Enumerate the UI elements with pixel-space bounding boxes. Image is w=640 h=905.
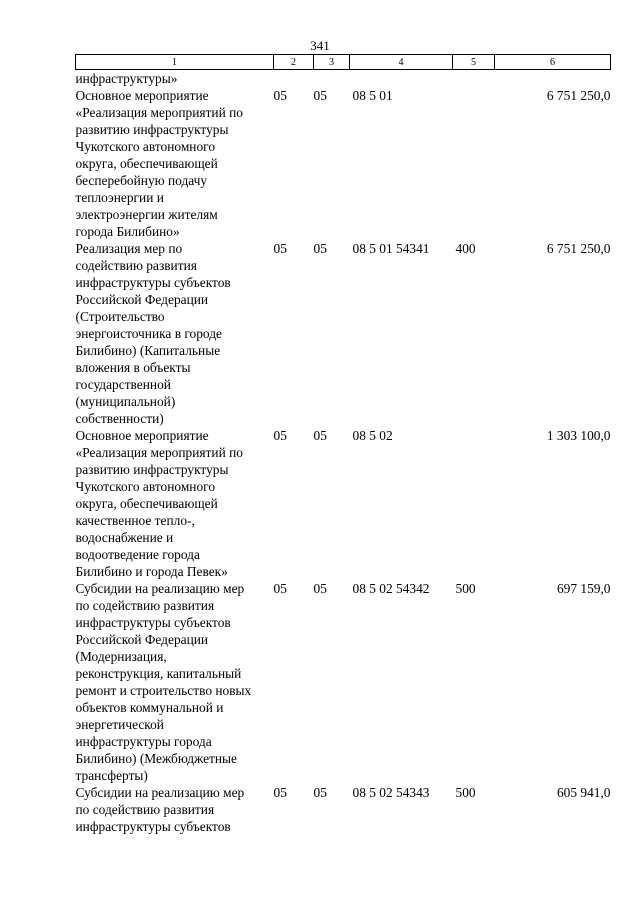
- row-name-line: трансферты): [75, 768, 148, 783]
- row-name-line: округа, обеспечивающей: [75, 496, 218, 511]
- row-name-line: собственности): [75, 411, 164, 426]
- row-name-line: инфраструктуры города: [75, 734, 212, 749]
- row-name-line: водоотведение города: [75, 547, 200, 562]
- row-name-line: инфраструктуры субъектов: [75, 819, 231, 834]
- row-name-line: Основное мероприятие: [75, 88, 209, 103]
- row-name-line: объектов коммунальной и: [75, 700, 224, 715]
- column-number-4: 4: [350, 55, 453, 70]
- row-name-line: Чукотского автономного: [75, 139, 216, 154]
- row-name-line: государственной: [75, 377, 171, 392]
- row-name: [76, 240, 274, 427]
- amount: 605 941,0: [556, 785, 611, 800]
- row-name-line: по содействию развития: [75, 598, 215, 613]
- row-name-line: теплоэнергии и: [75, 190, 164, 205]
- amount: 6 751 250,0: [546, 88, 611, 103]
- amount: 6 751 250,0: [546, 241, 611, 256]
- expense-type-code: [453, 87, 495, 240]
- subsection-code: 05: [313, 581, 327, 596]
- target-article-code: 08 5 01: [352, 88, 393, 103]
- row-name-line: содействию развития: [75, 258, 197, 273]
- row-name-line: «Реализация мероприятий по: [75, 445, 243, 460]
- continued-row: [76, 70, 611, 88]
- row-name-line: Билибино) (Капитальные: [75, 343, 221, 358]
- table-row: [76, 784, 611, 835]
- row-name-line: Российской Федерации: [75, 632, 209, 647]
- row-name-line: инфраструктуры субъектов: [75, 275, 231, 290]
- expense-type-code: [453, 427, 495, 580]
- expense-type-code: 500: [455, 785, 476, 800]
- row-name-line: бесперебойную подачу: [75, 173, 208, 188]
- target-article-code: 08 5 02 54343: [352, 785, 430, 800]
- row-name-line: Основное мероприятие: [75, 428, 209, 443]
- row-name-line: водоснабжение и: [75, 530, 174, 545]
- page-number: 341: [310, 38, 330, 53]
- row-name-line: Субсидии на реализацию мер: [75, 581, 245, 596]
- row-name-line: Реализация мер по: [75, 241, 183, 256]
- row-name-line: (Строительство: [75, 309, 165, 324]
- row-name: [76, 87, 274, 240]
- subsection-code: 05: [313, 88, 327, 103]
- table-row: [76, 87, 611, 240]
- column-number-1: 1: [76, 55, 274, 70]
- section-code: 05: [273, 241, 287, 256]
- row-name-line: округа, обеспечивающей: [75, 156, 218, 171]
- row-name-line: (муниципальной): [75, 394, 176, 409]
- row-name-line: по содействию развития: [75, 802, 215, 817]
- row-name-line: Российской Федерации: [75, 292, 209, 307]
- row-name-line: развитию инфраструктуры: [75, 462, 229, 477]
- column-number-6: 6: [495, 55, 611, 70]
- subsection-code: 05: [313, 428, 327, 443]
- row-name-line: города Билибино»: [75, 224, 180, 239]
- amount: 1 303 100,0: [546, 428, 611, 443]
- row-name: [76, 580, 274, 784]
- target-article-code: 08 5 01 54341: [352, 241, 430, 256]
- amount: 697 159,0: [556, 581, 611, 596]
- row-name-line: Чукотского автономного: [75, 479, 216, 494]
- row-name-line: развитию инфраструктуры: [75, 122, 229, 137]
- column-number-header-row: [76, 55, 611, 70]
- row-name: [76, 427, 274, 580]
- row-name-line: качественное тепло-,: [75, 513, 195, 528]
- subsection-code: 05: [313, 241, 327, 256]
- row-name-line: Субсидии на реализацию мер: [75, 785, 245, 800]
- column-number-2: 2: [274, 55, 314, 70]
- section-code: 05: [273, 581, 287, 596]
- row-name-line: реконструкция, капитальный: [75, 666, 242, 681]
- section-code: 05: [273, 428, 287, 443]
- table-row: [76, 427, 611, 580]
- column-number-5: 5: [453, 55, 495, 70]
- target-article-code: 08 5 02: [352, 428, 393, 443]
- row-name-line: Билибино) (Межбюджетные: [75, 751, 237, 766]
- table-row: [76, 240, 611, 427]
- continued-line: инфраструктуры»: [75, 71, 178, 86]
- row-name-line: (Модернизация,: [75, 649, 167, 664]
- row-name-line: вложения в объекты: [75, 360, 191, 375]
- row-name-line: ремонт и строительство новых: [75, 683, 252, 698]
- row-name-line: «Реализация мероприятий по: [75, 105, 243, 120]
- row-name-line: электроэнергии жителям: [75, 207, 218, 222]
- row-name-line: Билибино и города Певек»: [75, 564, 228, 579]
- row-name-line: энергетической: [75, 717, 164, 732]
- table-row: [76, 580, 611, 784]
- row-name-line: энергоисточника в городе: [75, 326, 222, 341]
- subsection-code: 05: [313, 785, 327, 800]
- section-code: 05: [273, 785, 287, 800]
- row-name-line: инфраструктуры субъектов: [75, 615, 231, 630]
- row-name: [76, 784, 274, 835]
- section-code: 05: [273, 88, 287, 103]
- expense-type-code: 400: [455, 241, 476, 256]
- expense-type-code: 500: [455, 581, 476, 596]
- column-number-3: 3: [314, 55, 350, 70]
- budget-table: [75, 54, 611, 835]
- target-article-code: 08 5 02 54342: [352, 581, 430, 596]
